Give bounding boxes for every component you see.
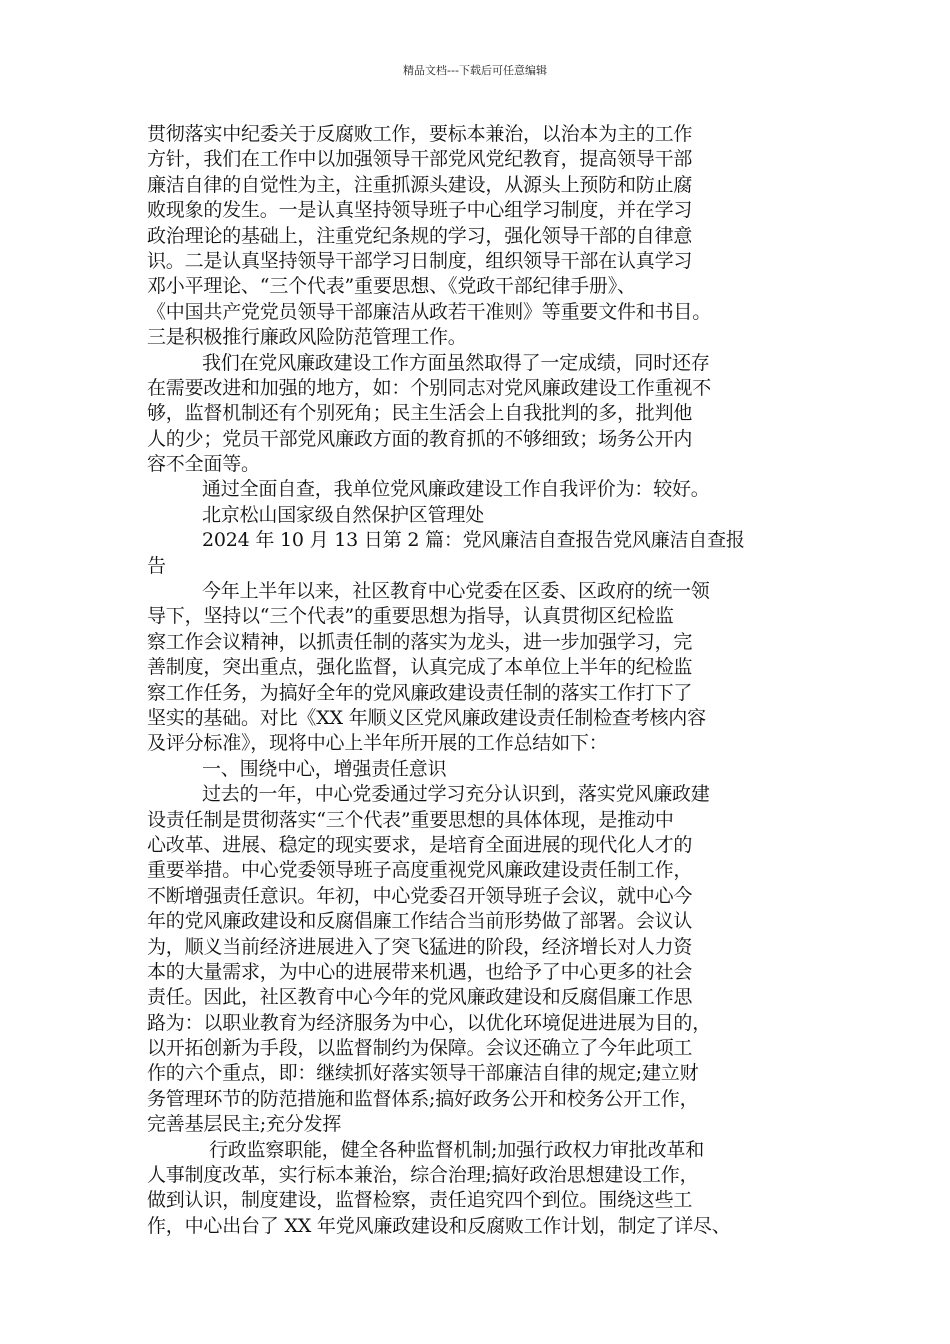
text-line: 以开拓创新为手段，以监督制约为保障。会议还确立了今年此项工 (147, 1037, 693, 1060)
text-line: 告 (147, 554, 166, 577)
date-and-section-title: 2024 年 10 月 13 日第 2 篇：党风廉洁自查报告党风廉洁自查报 (202, 529, 745, 552)
text-line: 作的六个重点，即：继续抓好落实领导干部廉洁自律的规定;建立财 (147, 1062, 699, 1085)
text-line: 在需要改进和加强的地方，如：个别同志对党风廉政建设工作重视不 (147, 376, 712, 399)
document-body (147, 122, 815, 1239)
page-header: 精品文档---下载后可任意编辑 (403, 64, 547, 77)
section-heading: 一、围绕中心，增强责任意识 (202, 757, 447, 780)
text-line: 不断增强责任意识。年初，中心党委召开领导班子会议，就中心今 (147, 884, 693, 907)
text-line: 本的大量需求，为中心的进展带来机遇，也给予了中心更多的社会 (147, 960, 693, 983)
text-line: 《中国共产党党员领导干部廉洁从政若干准则》等重要文件和书目。 (147, 300, 712, 323)
text-line: 心改革、进展、稳定的现实要求，是培育全面进展的现代化人才的 (147, 833, 693, 856)
text-line: 务管理环节的防范措施和监督体系;搞好政务公开和校务公开工作， (147, 1087, 699, 1110)
text-line: 人事制度改革，实行标本兼治，综合治理;搞好政治思想建设工作， (147, 1164, 699, 1187)
text-line: 重要举措。中心党委领导班子高度重视党风廉政建设责任制工作， (147, 859, 693, 882)
text-line: 三是积极推行廉政风险防范管理工作。 (147, 326, 467, 349)
text-line: 贯彻落实中纪委关于反腐败工作，要标本兼治，以治本为主的工作 (147, 123, 693, 145)
text-line: 善制度，突出重点，强化监督，认真完成了本单位上半年的纪检监 (147, 656, 693, 679)
text-line: 作，中心出台了 XX 年党风廉政建设和反腐败工作计划，制定了详尽、 (147, 1214, 731, 1237)
text-line: 邓小平理论、“三个代表”重要思想、《党政干部纪律手册》、 (147, 275, 636, 298)
organization-signature: 北京松山国家级自然保护区管理处 (202, 503, 485, 526)
self-evaluation-line: 通过全面自查，我单位党风廉政建设工作自我评价为：较好。 (202, 478, 710, 501)
text-line: 及评分标准》，现将中心上半年所开展的工作总结如下： (147, 732, 608, 755)
text-line: 人的少；党员干部党风廉政方面的教育抓的不够细致；场务公开内 (147, 427, 693, 450)
text-line: 方针，我们在工作中以加强领导干部党风党纪教育，提高领导干部 (147, 148, 693, 171)
text-line: 年的党风廉政建设和反腐倡廉工作结合当前形势做了部署。会议认 (147, 910, 693, 933)
text-line: 做到认识，制度建设，监督检察，责任追究四个到位。围绕这些工 (147, 1189, 693, 1212)
text-line: 政治理论的基础上，注重党纪条规的学习，强化领导干部的自律意 (147, 224, 693, 247)
paragraph-start-line: 过去的一年，中心党委通过学习充分认识到，落实党风廉政建 (202, 783, 710, 806)
text-line: 责任。因此，社区教育中心今年的党风廉政建设和反腐倡廉工作思 (147, 986, 693, 1009)
paragraph-start-line: 我们在党风廉政建设工作方面虽然取得了一定成绩，同时还存 (202, 351, 710, 374)
text-line: 路为：以职业教育为经济服务为中心，以优化环境促进进展为目的， (147, 1011, 712, 1034)
paragraph-start-line: 今年上半年以来，社区教育中心党委在区委、区政府的统一领 (202, 580, 710, 603)
text-line: 坚实的基础。对比《XX 年顺义区党风廉政建设责任制检查考核内容 (147, 706, 706, 729)
text-line: 廉洁自律的自觉性为主，注重抓源头建设，从源头上预防和防止腐 (147, 173, 693, 196)
text-line: 察工作会议精神，以抓责任制的落实为龙头，进一步加强学习，完 (147, 630, 693, 653)
text-line: 容不全面等。 (147, 453, 260, 476)
text-line: 识。二是认真坚持领导干部学习日制度，组织领导干部在认真学习 (147, 249, 693, 272)
paragraph-start-line: 行政监察职能，健全各种监督机制;加强行政权力审批改革和 (209, 1138, 705, 1161)
text-line: 完善基层民主;充分发挥 (147, 1113, 342, 1136)
text-line: 导下，坚持以“三个代表”的重要思想为指导，认真贯彻区纪检监 (147, 605, 674, 628)
text-line: 够，监督机制还有个别死角；民主生活会上自我批判的多，批判他 (147, 402, 693, 425)
text-line: 为，顺义当前经济进展进入了突飞猛进的阶段，经济增长对人力资 (147, 935, 693, 958)
text-line: 败现象的发生。一是认真坚持领导班子中心组学习制度，并在学习 (147, 199, 693, 222)
text-line: 设责任制是贯彻落实“三个代表”重要思想的具体体现，是推动中 (147, 808, 674, 831)
text-line: 察工作任务，为搞好全年的党风廉政建设责任制的落实工作打下了 (147, 681, 693, 704)
